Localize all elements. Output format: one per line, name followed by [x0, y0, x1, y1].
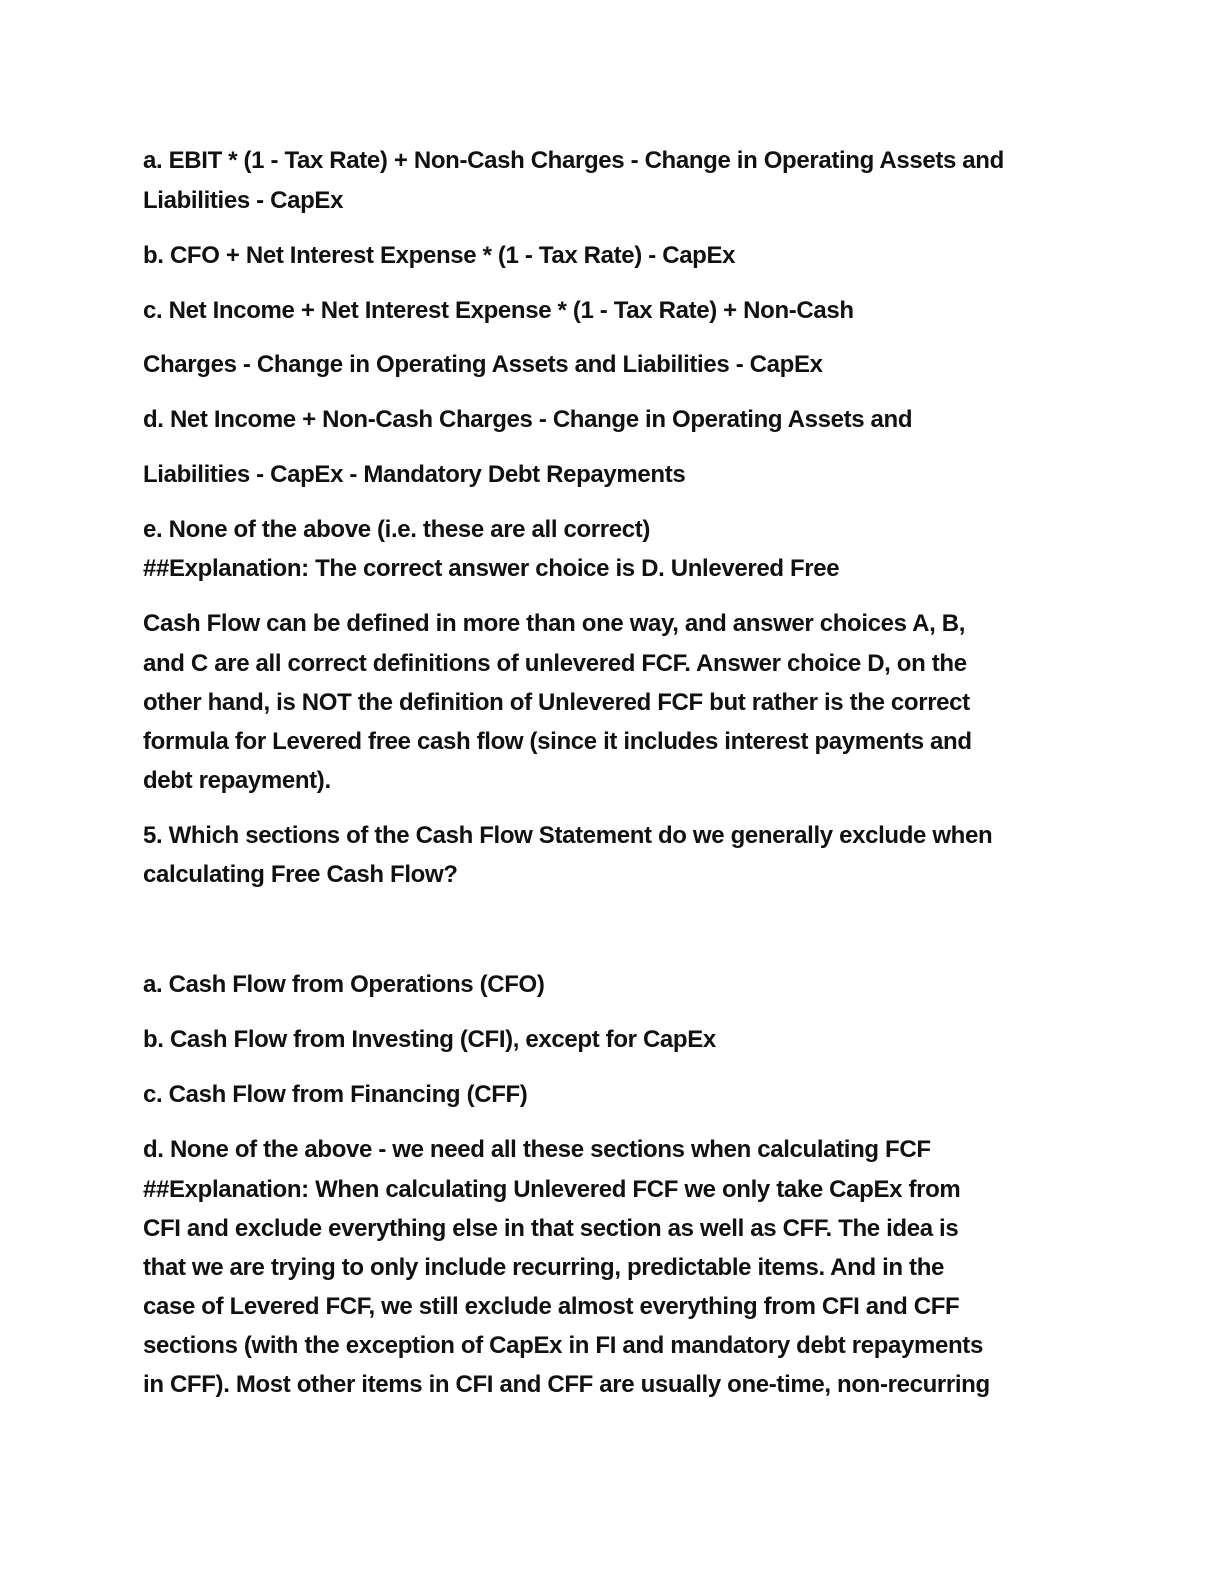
- explanation-2-line-6: in CFF). Most other items in CFI and CFF are usually one-time, non-recurring: [143, 1371, 990, 1398]
- explanation-2-line-2: CFI and exclude everything else in that section as well as CFF. The idea is: [143, 1215, 959, 1242]
- option-c-line-2: Charges - Change in Operating Assets and Liabilities - CapEx: [143, 351, 823, 378]
- explanation-1-line-2: Cash Flow can be defined in more than one way, and answer choices A, B,: [143, 610, 966, 637]
- option-d-line-1: d. Net Income + Non-Cash Charges - Change in Operating Assets and: [143, 406, 913, 433]
- explanation-1-line-5: formula for Levered free cash flow (since it includes interest payments and: [143, 728, 972, 755]
- explanation-2-line-4: case of Levered FCF, we still exclude almost everything from CFI and CFF: [143, 1293, 960, 1320]
- explanation-1-line-6: debt repayment).: [143, 767, 331, 794]
- explanation-2-line-1: ##Explanation: When calculating Unlevered FCF we only take CapEx from: [143, 1176, 961, 1203]
- explanation-2-line-5: sections (with the exception of CapEx in FI and mandatory debt repayments: [143, 1332, 983, 1359]
- question-5-line-1: 5. Which sections of the Cash Flow Statement do we generally exclude when: [143, 822, 993, 849]
- explanation-1-line-4: other hand, is NOT the definition of Unlevered FCF but rather is the correct: [143, 689, 970, 716]
- q5-option-b-line: b. Cash Flow from Investing (CFI), except for CapEx: [143, 1026, 716, 1053]
- option-c-line-1: c. Net Income + Net Interest Expense * (1 - Tax Rate) + Non-Cash: [143, 297, 854, 324]
- q5-option-c-line: c. Cash Flow from Financing (CFF): [143, 1081, 528, 1108]
- option-b-line: b. CFO + Net Interest Expense * (1 - Tax Rate) - CapEx: [143, 242, 736, 269]
- explanation-2-line-3: that we are trying to only include recurring, predictable items. And in the: [143, 1254, 945, 1281]
- question-5-line-2: calculating Free Cash Flow?: [143, 861, 458, 888]
- option-d-line-2: Liabilities - CapEx - Mandatory Debt Repayments: [143, 461, 686, 488]
- q5-option-d-line: d. None of the above - we need all these sections when calculating FCF: [143, 1136, 931, 1163]
- explanation-1-line-3: and C are all correct definitions of unlevered FCF. Answer choice D, on the: [143, 650, 967, 677]
- option-a-line-1: a. EBIT * (1 - Tax Rate) + Non-Cash Charges - Change in Operating Assets and: [143, 147, 1004, 174]
- option-e-line: e. None of the above (i.e. these are all correct): [143, 516, 651, 543]
- option-a-line-2: Liabilities - CapEx: [143, 187, 344, 214]
- explanation-1-line-1: ##Explanation: The correct answer choice is D. Unlevered Free: [143, 555, 840, 582]
- q5-option-a-line: a. Cash Flow from Operations (CFO): [143, 971, 545, 998]
